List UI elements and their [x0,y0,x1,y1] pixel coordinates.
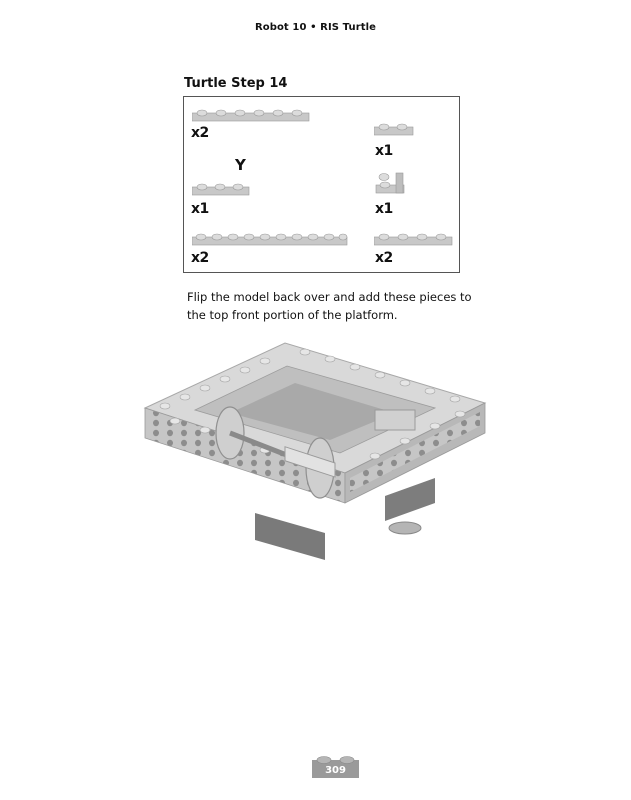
instruction-text: Flip the model back over and add these pieces to the top front portion of the platform. [187,290,472,322]
part-count: x2 [375,250,393,266]
page-number: 309 [325,765,346,776]
part-tag-y: Y [235,156,246,174]
part-count: x1 [375,201,393,217]
plate-1x10-icon [192,229,350,247]
platform-model-illustration [135,328,495,568]
parts-list-box [183,96,460,273]
angle-plate-1x2-icon [374,171,408,197]
part-count: x1 [375,143,393,159]
plate-1x3-icon [192,179,252,197]
plate-1x6-icon [192,105,312,123]
plate-1x4-icon [374,229,456,247]
part-count: x2 [191,125,209,141]
step-title: Turtle Step 14 [184,76,288,91]
plate-1x2-icon [374,119,416,137]
part-count: x2 [191,250,209,266]
running-header: Robot 10 • RIS Turtle [254,22,377,33]
part-count: x1 [191,201,209,217]
